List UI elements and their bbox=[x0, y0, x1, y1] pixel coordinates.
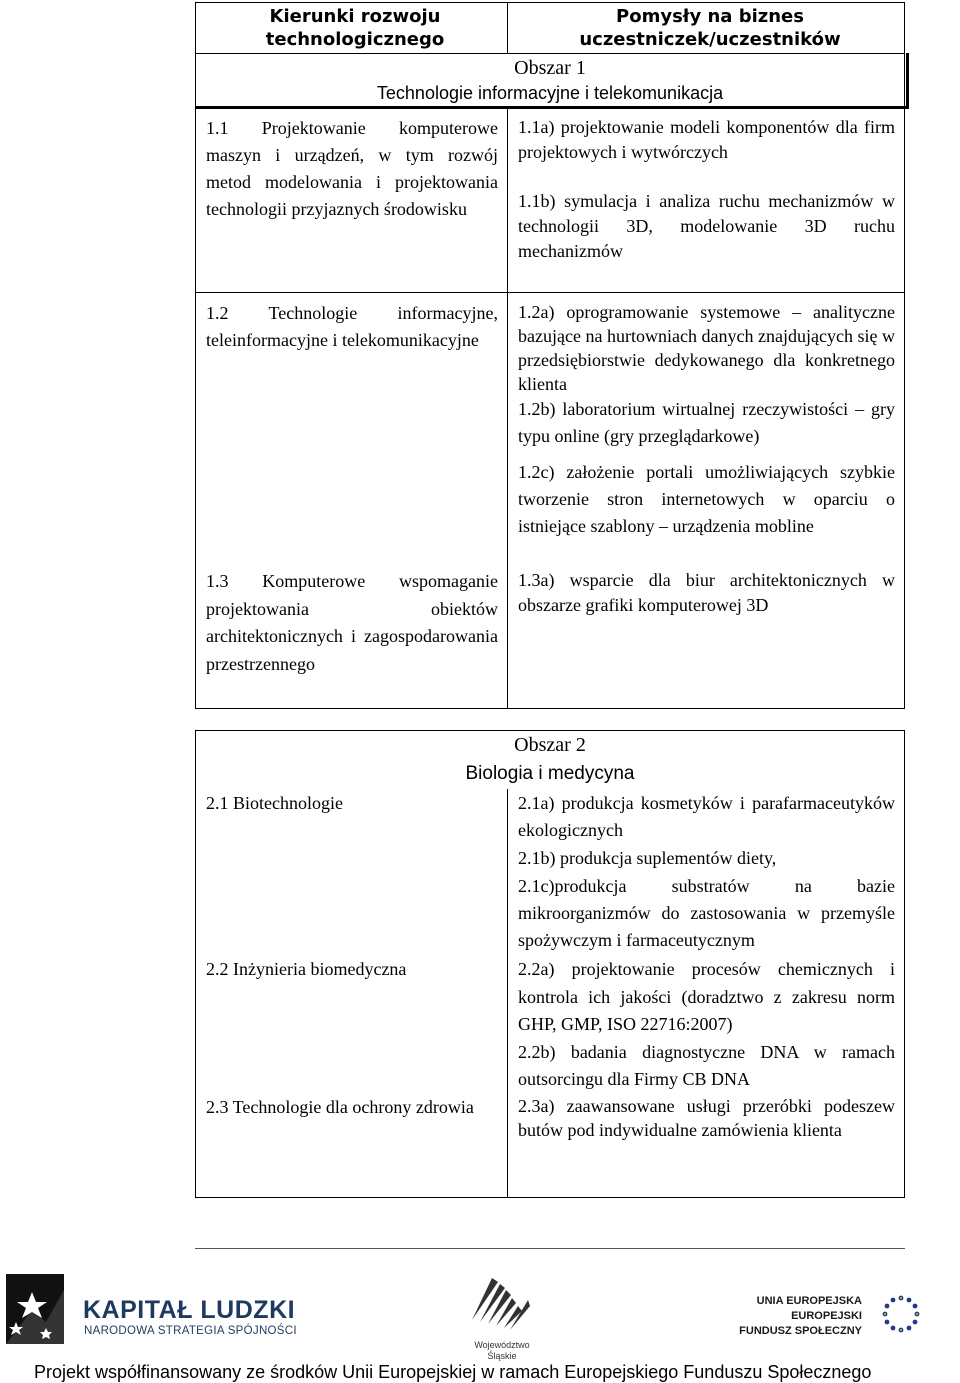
idea-1-1a: 1.1a) projektowanie modeli komponentów dla firm projektowych i wytwórczych bbox=[518, 117, 895, 162]
idea-1-3a: 1.3a) wsparcie dla biur architektonicznych w obszarze grafiki komputerowej 3D bbox=[518, 570, 895, 615]
kapital-ludzki-emblem-icon bbox=[2, 1270, 74, 1350]
idea-2-1b: 2.1b) produkcja suplementów diety, bbox=[518, 848, 777, 868]
kapital-ludzki-subtitle: NARODOWA STRATEGIA SPÓJNOŚCI bbox=[84, 1325, 297, 1337]
table1-column-divider bbox=[507, 109, 508, 709]
idea-1-2b: 1.2b) laboratorium wirtualnej rzeczywistości – gry typu online (gry przeglądarkowe) bbox=[518, 399, 895, 446]
eu-flag bbox=[871, 1293, 931, 1335]
idea-2-3a: 2.3a) zaawansowane usługi przeróbki podeszew butów pod indywidualne zamówienia klienta bbox=[518, 1096, 895, 1140]
direction-2-1: 2.1 Biotechnologie bbox=[206, 793, 343, 813]
table2-column-divider bbox=[507, 789, 508, 1198]
slaskie-line2: Śląskie bbox=[487, 1351, 517, 1361]
idea-1-2a: 1.2a) oprogramowanie systemowe – analityczne bazujące na hurtowniach danych znajdujących się w przedsiębiorstwie dedykowanego dla konkretnego klienta bbox=[518, 302, 895, 394]
idea-1-2c: 1.2c) założenie portali umożliwiających szybkie tworzenie stron internetowych w oparciu o istniejące szablony – urządzenia mobline bbox=[518, 462, 895, 536]
footer-rule bbox=[195, 1248, 905, 1249]
eu-line2: EUROPEJSKI bbox=[791, 1310, 862, 1322]
table1-obszar-subtitle: Technologie informacyjne i telekomunikacja bbox=[376, 83, 724, 103]
idea-1-1b: 1.1b) symulacja i analiza ruchu mechanizmów w technologii 3D, modelowanie 3D ruchu mechanizmów bbox=[518, 191, 895, 261]
slaskie-logo bbox=[462, 1270, 542, 1340]
direction-1-3: 1.3 Komputerowe wspomaganie projektowania obiektów architektonicznych i zagospodarowania przestrzennego bbox=[206, 571, 498, 674]
idea-2-1a: 2.1a) produkcja kosmetyków i parafarmaceutyków ekologicznych bbox=[518, 793, 895, 840]
table1-header-left: Kierunki rozwoju technologicznego bbox=[265, 6, 445, 50]
idea-2-2b: 2.2b) badania diagnostyczne DNA w ramach outsorcingu dla Firmy CB DNA bbox=[518, 1042, 895, 1089]
kapital-ludzki-title: KAPITAŁ LUDZKI bbox=[83, 1296, 296, 1324]
direction-1-1: 1.1 Projektowanie komputerowe maszyn i urządzeń, w tym rozwój metod modelowania i projektowania technologii przyjaznych środowisku bbox=[206, 118, 498, 219]
eu-stars-icon bbox=[871, 1293, 931, 1335]
direction-1-2: 1.2 Technologie informacyjne, teleinformacyjne i telekomunikacyjne bbox=[206, 303, 498, 350]
idea-2-1c: 2.1c)produkcja substratów na bazie mikroorganizmów do zastosowania w przemyśle spożywczym i farmaceutycznym bbox=[518, 876, 895, 950]
direction-2-3: 2.3 Technologie dla ochrony zdrowia bbox=[206, 1097, 474, 1117]
idea-2-2a: 2.2a) projektowanie procesów chemicznych i kontrola ich jakości (doradztwo z zakresu norm GHP, GMP, ISO 22716:2007) bbox=[518, 959, 895, 1034]
eu-line3: FUNDUSZ SPOŁECZNY bbox=[739, 1325, 862, 1337]
table1-row-separator bbox=[195, 292, 905, 293]
direction-2-2: 2.2 Inżynieria biomedyczna bbox=[206, 959, 407, 979]
table1-obszar-title: Obszar 1 bbox=[514, 57, 586, 79]
project-note: Projekt współfinansowany ze środków Unii Europejskiej w ramach Europejskiego Funduszu Społecznego bbox=[34, 1362, 872, 1382]
table1-header-divider bbox=[507, 2, 508, 54]
table2-obszar-title: Obszar 2 bbox=[514, 734, 586, 756]
eu-line1: UNIA EUROPEJSKA bbox=[756, 1295, 862, 1307]
slaskie-wings-icon bbox=[462, 1270, 542, 1340]
kapital-ludzki-logo bbox=[2, 1270, 74, 1350]
slaskie-line1: Województwo bbox=[474, 1340, 530, 1350]
table1-header-right: Pomysły na biznes uczestniczek/uczestników bbox=[579, 6, 841, 50]
table2-obszar-subtitle: Biologia i medycyna bbox=[465, 763, 635, 784]
